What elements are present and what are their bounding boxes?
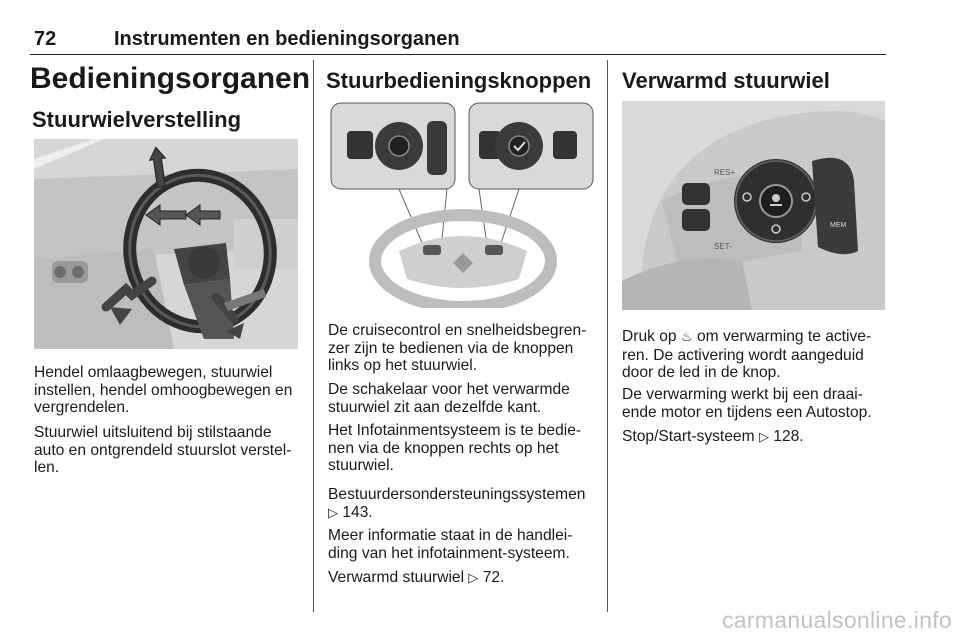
stop-start-reference	[622, 428, 884, 447]
adjust-warning-paragraph: Stuurwiel uitsluitend bij stilstaande auto en ontgrendeld stuurslot verstellen.	[34, 424, 292, 476]
xref-text: Verwarmd stuurwiel	[328, 569, 465, 586]
driver-assistance-reference	[328, 486, 596, 522]
running-title: Instrumenten en bedieningsorganen	[114, 28, 460, 50]
infotainment-paragraph: Het Infotainmentsysteem is te bedienen via de knoppen rechts op het stuurwiel.	[328, 422, 582, 474]
subsection-title: Stuurwielverstelling	[32, 107, 242, 132]
heated-wheel-reference	[328, 569, 596, 588]
instruction-text: om verwarming te activeren. De activering wordt aangeduid door de led in de knop.	[622, 328, 872, 381]
section-title: Bedieningsorganen	[30, 62, 311, 95]
heated-wheel-title: Verwarmd stuurwiel	[622, 68, 830, 93]
xref-text: Stop/Start-systeem	[622, 428, 755, 445]
set-minus-label: SET-	[714, 242, 732, 251]
instruction-text: Druk op	[622, 328, 677, 345]
steering-controls-illustration	[329, 101, 594, 308]
steering-adjust-illustration	[34, 139, 298, 349]
xref-arrow-icon: ▷	[468, 571, 479, 586]
adjust-instruction-paragraph: Hendel omlaagbewegen, stuurwiel instellen, hendel omhoogbewegen en vergrendelen.	[34, 364, 293, 416]
cruise-control-paragraph: De cruisecontrol en snelheidsbegrenzer zijn te bedienen via de knoppen links op het stuurwiel.	[328, 322, 587, 374]
xref-page[interactable]: 72.	[482, 569, 505, 586]
xref-text: Bestuurdersondersteuningssystemen	[328, 486, 586, 503]
manual-info-paragraph: Meer informatie staat in de handleiding van het infotainment-systeem.	[328, 527, 573, 562]
res-plus-label: RES+	[714, 168, 736, 177]
heated-wheel-instruction	[622, 328, 884, 382]
xref-page[interactable]: 128.	[773, 428, 804, 445]
column-divider	[313, 60, 314, 612]
heated-wheel-icon: ♨	[680, 330, 693, 345]
xref-arrow-icon: ▷	[758, 430, 769, 445]
xref-arrow-icon: ▷	[328, 505, 338, 521]
xref-page[interactable]: 143.	[342, 503, 373, 521]
mem-label: MEM	[830, 222, 847, 229]
page-number: 72	[34, 28, 57, 50]
running-header	[30, 28, 886, 55]
watermark: carmanualsonline.info	[721, 607, 952, 633]
heated-wheel-illustration	[622, 101, 885, 310]
column-divider	[607, 60, 608, 612]
heated-switch-paragraph: De schakelaar voor het verwarmde stuurwiel zit aan dezelfde kant.	[328, 381, 570, 416]
heated-wheel-condition: De verwarming werkt bij een draaiende motor en tijdens een Autostop.	[622, 386, 872, 421]
controls-title: Stuurbedieningsknoppen	[326, 68, 592, 93]
